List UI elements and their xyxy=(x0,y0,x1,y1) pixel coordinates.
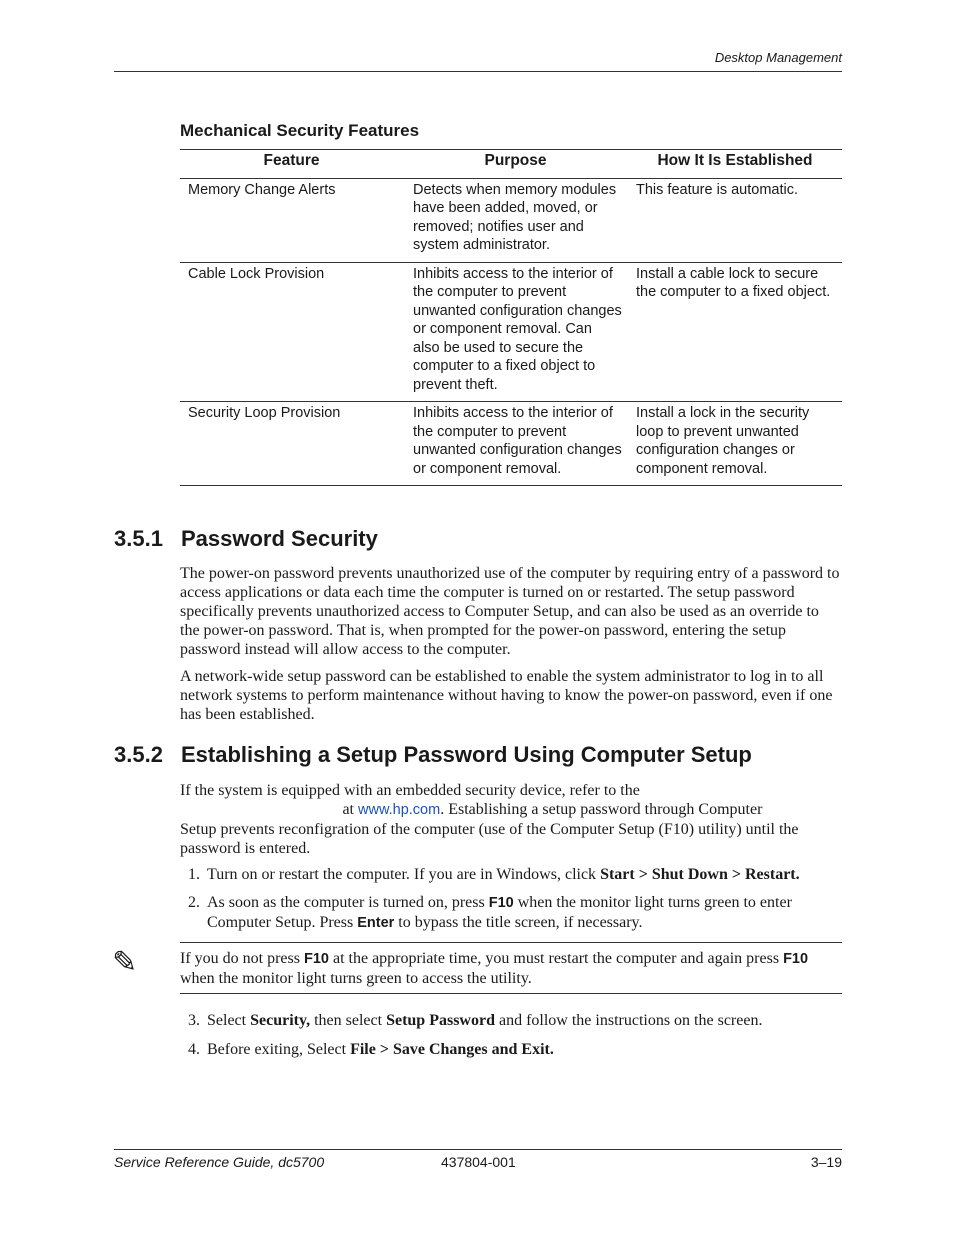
table-row xyxy=(180,178,842,262)
step-text: Before exiting, Select xyxy=(207,1041,351,1058)
intro-at: at xyxy=(342,801,354,818)
note-bottom-rule xyxy=(180,993,842,994)
step-3 xyxy=(188,1011,848,1030)
intro-line-1: If the system is equipped with an embedded security device, refer to the xyxy=(180,782,640,799)
step-1 xyxy=(188,865,848,884)
step-2 xyxy=(188,893,848,933)
hp-website-link[interactable]: www.hp.com xyxy=(358,802,441,818)
step-bold: Security, xyxy=(250,1012,311,1029)
note-mid: at the appropriate time, you must restart the computer and again press xyxy=(328,950,784,967)
step-text: when the monitor light turns green to enter Computer Setup. Press xyxy=(207,894,792,931)
column-header-feature: Feature xyxy=(180,150,403,179)
header-rule xyxy=(114,71,842,72)
intro-rest-2: Setup prevents reconfigration of the computer (use of the Computer Setup (F10) utility) until the password is entered. xyxy=(180,821,799,857)
step-number: 3. xyxy=(188,1012,200,1029)
step-text: and follow the instructions on the screen. xyxy=(494,1012,763,1029)
step-number: 1. xyxy=(188,866,200,883)
paragraph-power-on-password: The power-on password prevents unauthorized use of the computer by requiring entry of a password to access applications or data each time the computer is turned on or restarted. The setup password specifically prevents unauthorized access to Computer Setup, and can also be used as an override to the power-on password. That is, when prompted for the power-on password, entering the setup password instead will allow access to the computer. xyxy=(180,565,840,658)
section-number: 3.5.1 xyxy=(114,526,163,551)
cell-feature: Cable Lock Provision xyxy=(180,262,403,402)
step-text: As soon as the computer is turned on, press xyxy=(207,894,489,911)
table-row xyxy=(180,262,842,402)
step-bold: Setup Password xyxy=(386,1012,495,1029)
cell-established: This feature is automatic. xyxy=(628,178,842,262)
section-title: Password Security xyxy=(181,526,378,551)
column-header-established: How It Is Established xyxy=(628,150,842,179)
cell-established: Install a lock in the security loop to prevent unwanted configuration changes or component removal. xyxy=(628,402,842,486)
footer-rule xyxy=(114,1149,842,1150)
step-text: to bypass the title screen, if necessary. xyxy=(394,914,643,931)
step-text: Select xyxy=(207,1012,251,1029)
section-number: 3.5.2 xyxy=(114,742,163,767)
cell-purpose: Inhibits access to the interior of the computer to prevent unwanted configuration changes or component removal. Can also be used to secure the computer to a fixed object to prevent theft. xyxy=(403,262,628,402)
running-head: Desktop Management xyxy=(714,50,842,65)
column-header-purpose: Purpose xyxy=(403,150,628,179)
note-pre: If you do not press xyxy=(180,950,304,967)
cell-purpose: Detects when memory modules have been added, moved, or removed; notifies user and system administrator. xyxy=(403,178,628,262)
cell-feature: Memory Change Alerts xyxy=(180,178,403,262)
step-number: 4. xyxy=(188,1041,200,1058)
section-title: Establishing a Setup Password Using Computer Setup xyxy=(181,742,752,767)
step-4 xyxy=(188,1040,848,1059)
intro-rest-1: . Establishing a setup password through Computer xyxy=(440,801,763,818)
security-features-table xyxy=(180,149,842,486)
key-f10: F10 xyxy=(783,951,809,967)
step-number: 2. xyxy=(188,894,200,911)
key-enter: Enter xyxy=(357,915,395,931)
footer-page-number: 3–19 xyxy=(810,1154,842,1170)
paragraph-network-password: A network-wide setup password can be established to enable the system administrator to log in to all network systems to perform maintenance without having to know the power-on password, even if one has been established. xyxy=(180,668,833,723)
table-caption: Mechanical Security Features xyxy=(180,121,420,140)
cell-purpose: Inhibits access to the interior of the computer to prevent unwanted configuration changes or component removal. xyxy=(403,402,628,486)
cell-established: Install a cable lock to secure the computer to a fixed object. xyxy=(628,262,842,402)
footer-part-number: 437804-001 xyxy=(441,1154,516,1170)
paragraph-intro xyxy=(180,781,842,858)
step-bold: Start > Shut Down > Restart. xyxy=(600,866,800,883)
footer-title: Service Reference Guide, dc5700 xyxy=(114,1154,325,1170)
step-text: then select xyxy=(310,1012,387,1029)
note-text xyxy=(180,949,842,988)
table-row xyxy=(180,402,842,486)
pencil-icon: ✎ xyxy=(112,945,138,980)
step-bold: File > Save Changes and Exit. xyxy=(350,1041,554,1058)
key-f10: F10 xyxy=(488,895,514,911)
key-f10: F10 xyxy=(303,951,329,967)
note-top-rule xyxy=(180,942,842,943)
step-text: Turn on or restart the computer. If you are in Windows, click xyxy=(207,866,601,883)
section-heading-setup-password xyxy=(114,742,752,768)
note-post: when the monitor light turns green to access the utility. xyxy=(180,970,532,987)
cell-feature: Security Loop Provision xyxy=(180,402,403,486)
section-heading-password-security xyxy=(114,526,378,552)
